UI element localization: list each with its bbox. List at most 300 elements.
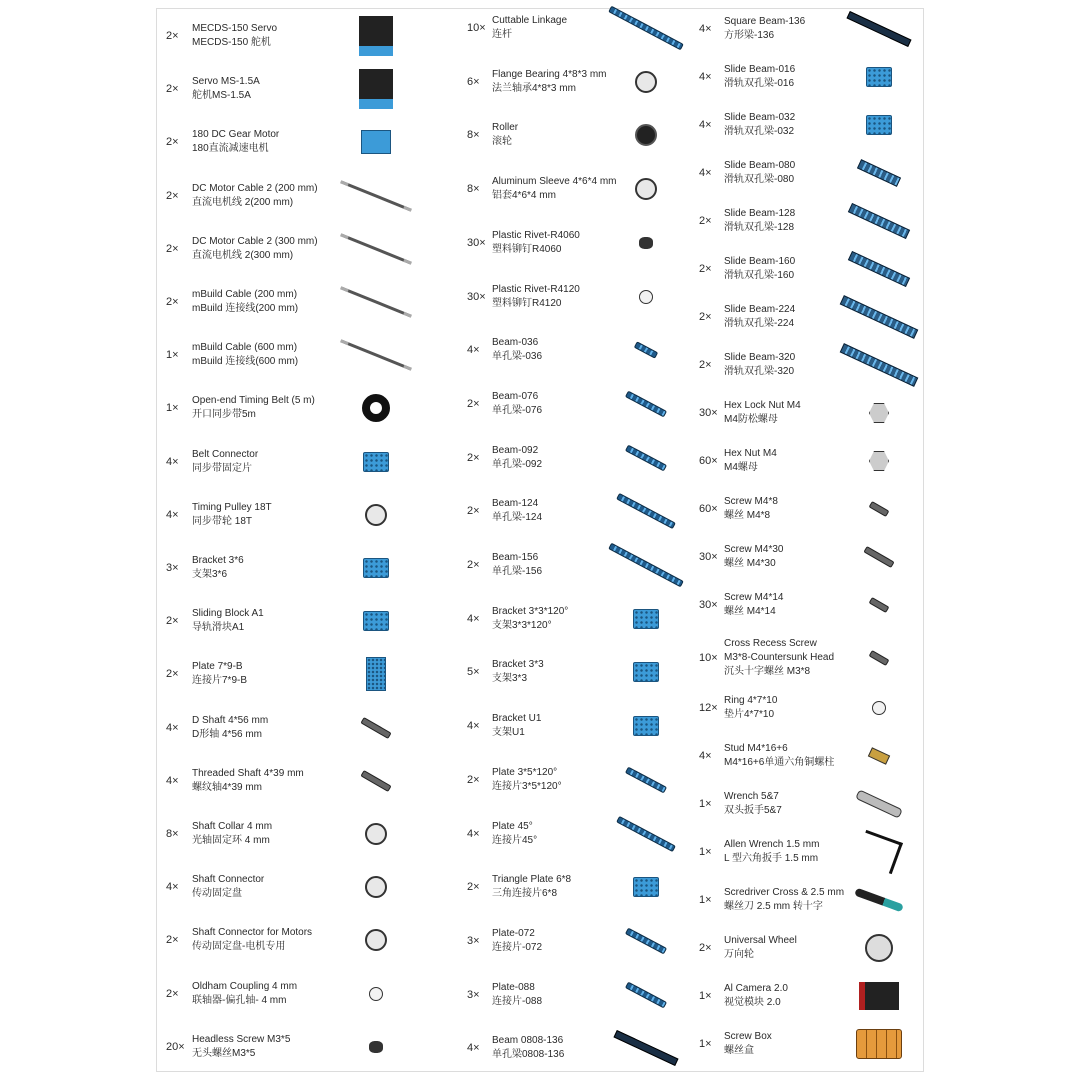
part-quantity: 4× bbox=[699, 119, 712, 131]
part-names bbox=[724, 63, 795, 91]
part-name-en: 180 DC Gear Motor bbox=[192, 129, 280, 141]
part-item bbox=[691, 880, 925, 920]
part-item bbox=[157, 122, 461, 162]
part-item bbox=[691, 832, 925, 872]
part-name-en: Al Camera 2.0 bbox=[724, 983, 788, 994]
part-name-en: Hex Nut M4 bbox=[724, 448, 777, 459]
part-name-en: Square Beam-136 bbox=[724, 16, 806, 27]
part-name-en: Universal Wheel bbox=[724, 935, 797, 946]
part-names bbox=[724, 790, 782, 818]
part-item bbox=[691, 441, 925, 481]
part-names bbox=[492, 336, 542, 364]
part-name-en: Oldham Coupling 4 mm bbox=[192, 980, 298, 992]
part-name-en: Headless Screw M3*5 bbox=[192, 1033, 291, 1045]
part-item bbox=[691, 105, 925, 145]
dark-s-part-icon bbox=[369, 1041, 383, 1053]
part-quantity: 20× bbox=[166, 1040, 185, 1053]
plate-tall-part-icon bbox=[366, 657, 386, 691]
slide-part-icon bbox=[840, 295, 919, 339]
part-name-en: Screw M4*8 bbox=[724, 496, 778, 507]
part-quantity: 30× bbox=[699, 407, 718, 419]
part-quantity: 2× bbox=[166, 242, 179, 255]
part-name-zh: 滑轨双孔梁-128 bbox=[724, 222, 795, 233]
screw-part-icon bbox=[869, 501, 890, 517]
part-quantity: 2× bbox=[467, 451, 480, 464]
part-name-zh: 传动固定盘-电机专用 bbox=[192, 941, 286, 953]
part-name-en: Allen Wrench 1.5 mm bbox=[724, 839, 820, 850]
part-names bbox=[724, 447, 777, 475]
part-item bbox=[691, 249, 925, 289]
part-name-zh: M4防松螺母 bbox=[724, 414, 778, 425]
part-name-en: Slide Beam-016 bbox=[724, 64, 796, 75]
part-names bbox=[192, 341, 298, 369]
wrench-part-icon bbox=[855, 789, 903, 818]
part-name-en: Shaft Connector for Motors bbox=[192, 927, 313, 939]
part-item bbox=[691, 489, 925, 529]
part-quantity: 30× bbox=[467, 290, 486, 303]
part-name-zh: 同步带固定片 bbox=[192, 462, 252, 474]
part-quantity: 2× bbox=[699, 215, 712, 227]
part-item bbox=[691, 585, 925, 625]
part-quantity: 2× bbox=[467, 773, 480, 786]
part-item bbox=[691, 688, 925, 728]
part-names bbox=[192, 394, 315, 422]
part-names bbox=[492, 873, 571, 901]
part-item bbox=[461, 760, 691, 800]
slide-part-icon bbox=[857, 159, 901, 187]
part-name-en: DC Motor Cable 2 (300 mm) bbox=[192, 235, 318, 247]
plate-part-icon bbox=[633, 716, 659, 736]
part-name-zh: 单孔梁-092 bbox=[492, 458, 543, 470]
screw-part-icon bbox=[863, 546, 894, 568]
part-name-en: DC Motor Cable 2 (200 mm) bbox=[192, 182, 318, 194]
dark-part-icon bbox=[635, 124, 657, 146]
part-name-en: Slide Beam-080 bbox=[724, 160, 796, 171]
part-quantity: 1× bbox=[699, 1038, 712, 1050]
part-quantity: 4× bbox=[166, 774, 179, 787]
part-name-en: Beam 0808-136 bbox=[492, 1035, 564, 1047]
part-names bbox=[724, 637, 834, 679]
part-quantity: 2× bbox=[699, 263, 712, 275]
part-names bbox=[492, 766, 562, 794]
part-name-zh: 支架3*6 bbox=[192, 569, 228, 580]
part-name-zh: 单孔梁-124 bbox=[492, 512, 543, 524]
part-names bbox=[192, 128, 279, 156]
part-names bbox=[724, 838, 819, 866]
part-names bbox=[492, 712, 541, 740]
hex-part-icon bbox=[869, 451, 889, 471]
part-item bbox=[461, 921, 691, 961]
part-name-zh: 塑料铆钉R4060 bbox=[492, 243, 562, 255]
part-name-en: Plate 7*9-B bbox=[192, 661, 243, 673]
part-name-zh: 连接片-072 bbox=[492, 941, 543, 953]
part-name-zh: 螺丝 M4*30 bbox=[724, 558, 776, 569]
part-item bbox=[461, 545, 691, 585]
screw-part-icon bbox=[869, 597, 890, 613]
ring-s-part-icon bbox=[872, 701, 886, 715]
part-item bbox=[157, 282, 461, 322]
part-names bbox=[492, 14, 567, 42]
part-item bbox=[461, 438, 691, 478]
part-name-zh: 螺丝 M4*8 bbox=[724, 510, 771, 521]
cable-part-icon bbox=[340, 233, 412, 264]
part-name-zh: 方形梁-136 bbox=[724, 30, 775, 41]
part-item bbox=[157, 654, 461, 694]
part-names bbox=[724, 159, 795, 187]
part-item bbox=[157, 761, 461, 801]
part-item bbox=[691, 736, 925, 776]
servo-part-icon bbox=[359, 16, 393, 56]
part-item bbox=[461, 223, 691, 263]
part-name-en: Cross Recess Screw bbox=[724, 638, 817, 649]
part-item bbox=[157, 388, 461, 428]
part-name-zh: M4*16+6单通六角铜螺柱 bbox=[724, 757, 835, 768]
part-names bbox=[724, 15, 805, 43]
part-names bbox=[192, 714, 268, 742]
part-quantity: 2× bbox=[467, 881, 480, 894]
part-item bbox=[461, 706, 691, 746]
part-item bbox=[157, 69, 461, 109]
plate-part-icon bbox=[866, 67, 892, 87]
part-names bbox=[724, 495, 778, 523]
part-names bbox=[192, 607, 264, 635]
part-name-zh: 开口同步带5m bbox=[192, 409, 256, 421]
part-name-en: Roller bbox=[492, 122, 519, 134]
part-quantity: 3× bbox=[166, 562, 179, 574]
plate-part-icon bbox=[633, 877, 659, 897]
part-item bbox=[461, 975, 691, 1015]
part-names bbox=[192, 873, 264, 901]
part-name-en: Screw M4*14 bbox=[724, 592, 784, 603]
part-name-zh: 180直流减速电机 bbox=[192, 143, 269, 155]
part-name-zh: 导轨滑块A1 bbox=[192, 622, 245, 634]
part-names bbox=[492, 283, 580, 311]
ring-part-icon bbox=[635, 71, 657, 93]
part-name-en: Slide Beam-160 bbox=[724, 256, 796, 267]
part-names bbox=[724, 886, 844, 914]
part-quantity: 12× bbox=[699, 702, 718, 714]
part-name-zh: 滑轨双孔梁-224 bbox=[724, 318, 795, 329]
part-name-en-line2: M3*8-Countersunk Head bbox=[724, 652, 835, 663]
part-item bbox=[461, 599, 691, 639]
screw-part-icon bbox=[360, 770, 391, 792]
part-names bbox=[192, 235, 318, 263]
part-name-zh: 同步带轮 18T bbox=[192, 515, 253, 527]
part-name-en: Bracket 3*3 bbox=[492, 659, 544, 671]
part-name-en: Plate 45° bbox=[492, 820, 533, 832]
part-item bbox=[157, 601, 461, 641]
part-name-zh: 直流电机线 2(200 mm) bbox=[192, 196, 294, 208]
part-names bbox=[192, 75, 260, 103]
part-names bbox=[724, 1030, 772, 1058]
part-name-en: Slide Beam-224 bbox=[724, 304, 796, 315]
part-name-en: Flange Bearing 4*8*3 mm bbox=[492, 68, 607, 80]
part-name-en: Timing Pulley 18T bbox=[192, 501, 272, 513]
part-item bbox=[157, 229, 461, 269]
part-name-zh: 视觉模块 2.0 bbox=[724, 997, 781, 1008]
part-name-zh: 支架3*3 bbox=[492, 673, 528, 685]
part-name-zh: 单孔梁-156 bbox=[492, 566, 543, 577]
part-quantity: 1× bbox=[699, 894, 712, 906]
part-name-zh: 舵机MS-1.5A bbox=[192, 90, 251, 102]
part-names bbox=[492, 390, 542, 418]
part-name-en: Stud M4*16+6 bbox=[724, 743, 788, 754]
part-name-zh: 滑轨双孔梁-320 bbox=[724, 366, 795, 377]
part-item bbox=[461, 62, 691, 102]
camera-part-icon bbox=[859, 982, 899, 1010]
part-quantity: 8× bbox=[467, 129, 480, 142]
cable-part-icon bbox=[340, 340, 412, 371]
part-item bbox=[691, 784, 925, 824]
part-quantity: 30× bbox=[467, 236, 486, 249]
part-name-zh: 滑轨双孔梁-016 bbox=[724, 78, 795, 89]
part-quantity: 2× bbox=[166, 189, 179, 202]
part-item bbox=[157, 548, 461, 588]
servo-part-icon bbox=[359, 69, 393, 109]
part-name-zh: 万向轮 bbox=[724, 949, 754, 960]
part-name-en: Hex Lock Nut M4 bbox=[724, 400, 801, 411]
part-names bbox=[492, 175, 617, 203]
part-names bbox=[724, 255, 795, 283]
part-name-en: Screw Box bbox=[724, 1031, 772, 1042]
part-name-zh: 铝套4*6*4 mm bbox=[492, 190, 556, 202]
part-item bbox=[461, 491, 691, 531]
beam-part-icon bbox=[625, 927, 667, 954]
beam-part-icon bbox=[616, 493, 676, 529]
part-name-zh: mBuild 连接线(600 mm) bbox=[192, 356, 299, 368]
part-name-en: Slide Beam-128 bbox=[724, 208, 796, 219]
wheel-part-icon bbox=[865, 934, 893, 962]
part-names bbox=[724, 543, 783, 571]
plate-part-icon bbox=[363, 452, 389, 472]
part-name-en: mBuild Cable (600 mm) bbox=[192, 342, 298, 354]
part-item bbox=[691, 1024, 925, 1064]
part-name-zh: 光轴固定环 4 mm bbox=[192, 835, 270, 846]
part-item bbox=[691, 9, 925, 49]
part-name-en: Plastic Rivet-R4060 bbox=[492, 229, 580, 241]
part-name-zh: 直流电机线 2(300 mm) bbox=[192, 249, 294, 261]
part-quantity: 4× bbox=[699, 167, 712, 179]
part-item bbox=[157, 867, 461, 907]
part-quantity: 10× bbox=[467, 22, 486, 34]
part-item bbox=[691, 976, 925, 1016]
beam-part-icon bbox=[634, 341, 658, 358]
part-name-en: D Shaft 4*56 mm bbox=[192, 714, 269, 726]
part-quantity: 2× bbox=[467, 397, 480, 410]
part-quantity: 3× bbox=[467, 988, 480, 1001]
plate-part-icon bbox=[363, 558, 389, 578]
part-quantity: 4× bbox=[166, 508, 179, 521]
part-names bbox=[492, 605, 568, 633]
part-name-en: Plastic Rivet-R4120 bbox=[492, 283, 580, 295]
part-names bbox=[192, 660, 247, 688]
part-quantity: 2× bbox=[166, 668, 179, 681]
part-name-en: Ring 4*7*10 bbox=[724, 695, 778, 706]
part-quantity: 2× bbox=[166, 30, 179, 42]
part-names bbox=[492, 121, 518, 149]
part-name-en: Bracket 3*3*120° bbox=[492, 605, 569, 617]
part-item bbox=[157, 335, 461, 375]
part-name-en: Beam-076 bbox=[492, 390, 539, 402]
part-name-zh: 连杆 bbox=[492, 29, 512, 40]
part-item bbox=[691, 393, 925, 433]
part-name-zh: 联轴器-偏孔轴- 4 mm bbox=[192, 994, 287, 1006]
part-name-en: Cuttable Linkage bbox=[492, 15, 568, 26]
part-names bbox=[192, 1033, 290, 1061]
part-names bbox=[724, 303, 795, 331]
part-item bbox=[461, 277, 691, 317]
part-name-zh: 滑轨双孔梁-080 bbox=[724, 174, 795, 185]
parts-list-sheet bbox=[156, 8, 924, 1072]
part-quantity: 2× bbox=[699, 311, 712, 323]
part-item bbox=[691, 928, 925, 968]
part-name-zh: 法兰轴承4*8*3 mm bbox=[492, 82, 576, 94]
part-item bbox=[461, 115, 691, 155]
cable-part-icon bbox=[340, 286, 412, 317]
part-quantity: 4× bbox=[699, 23, 712, 35]
part-names bbox=[492, 497, 542, 525]
part-quantity: 2× bbox=[166, 615, 179, 628]
part-quantity: 5× bbox=[467, 666, 480, 679]
part-quantity: 2× bbox=[166, 934, 179, 947]
part-names bbox=[492, 927, 542, 955]
part-names bbox=[724, 207, 795, 235]
part-item bbox=[157, 176, 461, 216]
part-item bbox=[157, 16, 461, 56]
part-item bbox=[157, 495, 461, 535]
part-name-zh: 沉头十字螺丝 M3*8 bbox=[724, 666, 811, 677]
part-name-en: Triangle Plate 6*8 bbox=[492, 874, 572, 886]
part-names bbox=[724, 934, 797, 962]
slide-part-icon bbox=[848, 251, 910, 287]
part-name-en: Screw M4*30 bbox=[724, 544, 784, 555]
plate-part-icon bbox=[363, 611, 389, 631]
part-quantity: 8× bbox=[166, 828, 179, 840]
part-item bbox=[157, 974, 461, 1014]
beam-part-icon bbox=[625, 766, 667, 793]
screw-part-icon bbox=[360, 717, 391, 739]
beam-part-icon bbox=[616, 815, 676, 851]
part-name-en: Threaded Shaft 4*39 mm bbox=[192, 767, 304, 779]
motor-part-icon bbox=[361, 130, 391, 154]
part-quantity: 4× bbox=[166, 881, 179, 894]
part-names bbox=[492, 658, 544, 686]
part-name-zh: M4螺母 bbox=[724, 462, 758, 473]
part-quantity: 2× bbox=[166, 296, 179, 308]
part-item bbox=[461, 384, 691, 424]
stud-part-icon bbox=[868, 747, 890, 765]
part-name-zh: 传动固定盘 bbox=[192, 888, 242, 900]
part-names bbox=[492, 1034, 564, 1062]
part-name-zh: 滑轨双孔梁-032 bbox=[724, 126, 795, 137]
ring-s-part-icon bbox=[639, 290, 653, 304]
cable-part-icon bbox=[340, 180, 412, 211]
part-name-zh: 塑料铆钉R4120 bbox=[492, 297, 562, 309]
box-part-icon bbox=[856, 1029, 902, 1059]
part-item bbox=[691, 537, 925, 577]
part-name-zh: 连接片45° bbox=[492, 834, 538, 846]
part-name-zh: 滑轨双孔梁-160 bbox=[724, 270, 795, 281]
plate-part-icon bbox=[633, 662, 659, 682]
part-item bbox=[157, 708, 461, 748]
part-quantity: 8× bbox=[467, 183, 480, 196]
part-names bbox=[492, 820, 537, 848]
part-names bbox=[192, 182, 318, 210]
part-name-zh: D形轴 4*56 mm bbox=[192, 728, 263, 740]
part-name-en: Beam-036 bbox=[492, 337, 539, 349]
part-name-zh: mBuild 连接线(200 mm) bbox=[192, 303, 299, 314]
ring-s-part-icon bbox=[369, 987, 383, 1001]
part-item bbox=[691, 201, 925, 241]
driver-part-icon bbox=[854, 888, 904, 913]
slide-part-icon bbox=[840, 343, 919, 387]
part-name-zh: 单孔梁-076 bbox=[492, 404, 543, 416]
plate-part-icon bbox=[633, 609, 659, 629]
part-names bbox=[724, 399, 801, 427]
square-part-icon bbox=[846, 11, 911, 47]
part-quantity: 3× bbox=[467, 934, 480, 947]
part-quantity: 30× bbox=[699, 551, 718, 563]
part-quantity: 4× bbox=[166, 721, 179, 734]
part-name-zh: 单孔梁-036 bbox=[492, 351, 543, 363]
part-quantity: 30× bbox=[699, 599, 718, 611]
part-name-zh: 连接片3*5*120° bbox=[492, 780, 562, 792]
part-name-en: Servo MS-1.5A bbox=[192, 76, 260, 88]
part-item bbox=[691, 153, 925, 193]
part-names bbox=[192, 448, 258, 476]
beam-part-icon bbox=[625, 390, 667, 417]
part-quantity: 2× bbox=[699, 942, 712, 954]
part-names bbox=[192, 554, 244, 582]
part-quantity: 1× bbox=[699, 990, 712, 1002]
part-name-zh: 双头扳手5&7 bbox=[724, 805, 782, 816]
part-names bbox=[492, 444, 542, 472]
part-item bbox=[691, 345, 925, 385]
part-name-zh: 无头螺丝M3*5 bbox=[192, 1047, 256, 1059]
part-quantity: 60× bbox=[699, 455, 718, 467]
part-name-en: Wrench 5&7 bbox=[724, 791, 779, 802]
part-name-en: Bracket U1 bbox=[492, 713, 542, 725]
part-quantity: 2× bbox=[166, 83, 179, 96]
part-names bbox=[492, 229, 580, 257]
part-item bbox=[461, 867, 691, 907]
part-names bbox=[192, 820, 272, 848]
slide-part-icon bbox=[848, 203, 910, 239]
part-name-zh: 支架U1 bbox=[492, 727, 525, 739]
part-name-en: Belt Connector bbox=[192, 448, 259, 460]
part-name-en: Shaft Connector bbox=[192, 874, 265, 886]
part-name-en: Plate-072 bbox=[492, 927, 535, 939]
part-item bbox=[691, 57, 925, 97]
part-name-zh: 支架3*3*120° bbox=[492, 619, 552, 631]
part-quantity: 2× bbox=[467, 559, 480, 571]
part-quantity: 10× bbox=[699, 652, 718, 664]
part-names bbox=[192, 501, 272, 529]
part-name-en: Slide Beam-320 bbox=[724, 352, 796, 363]
part-names bbox=[492, 981, 542, 1009]
part-names bbox=[724, 111, 795, 139]
part-quantity: 2× bbox=[166, 987, 179, 1000]
part-name-zh: 螺丝 M4*14 bbox=[724, 606, 776, 617]
part-item bbox=[461, 814, 691, 854]
part-quantity: 4× bbox=[699, 71, 712, 83]
part-name-en: Sliding Block A1 bbox=[192, 608, 264, 620]
part-name-en: Plate-088 bbox=[492, 981, 535, 993]
part-names bbox=[192, 926, 312, 954]
part-name-zh: MECDS-150 舵机 bbox=[192, 37, 271, 48]
part-name-en: Shaft Collar 4 mm bbox=[192, 821, 273, 832]
part-name-en: Bracket 3*6 bbox=[192, 555, 244, 566]
